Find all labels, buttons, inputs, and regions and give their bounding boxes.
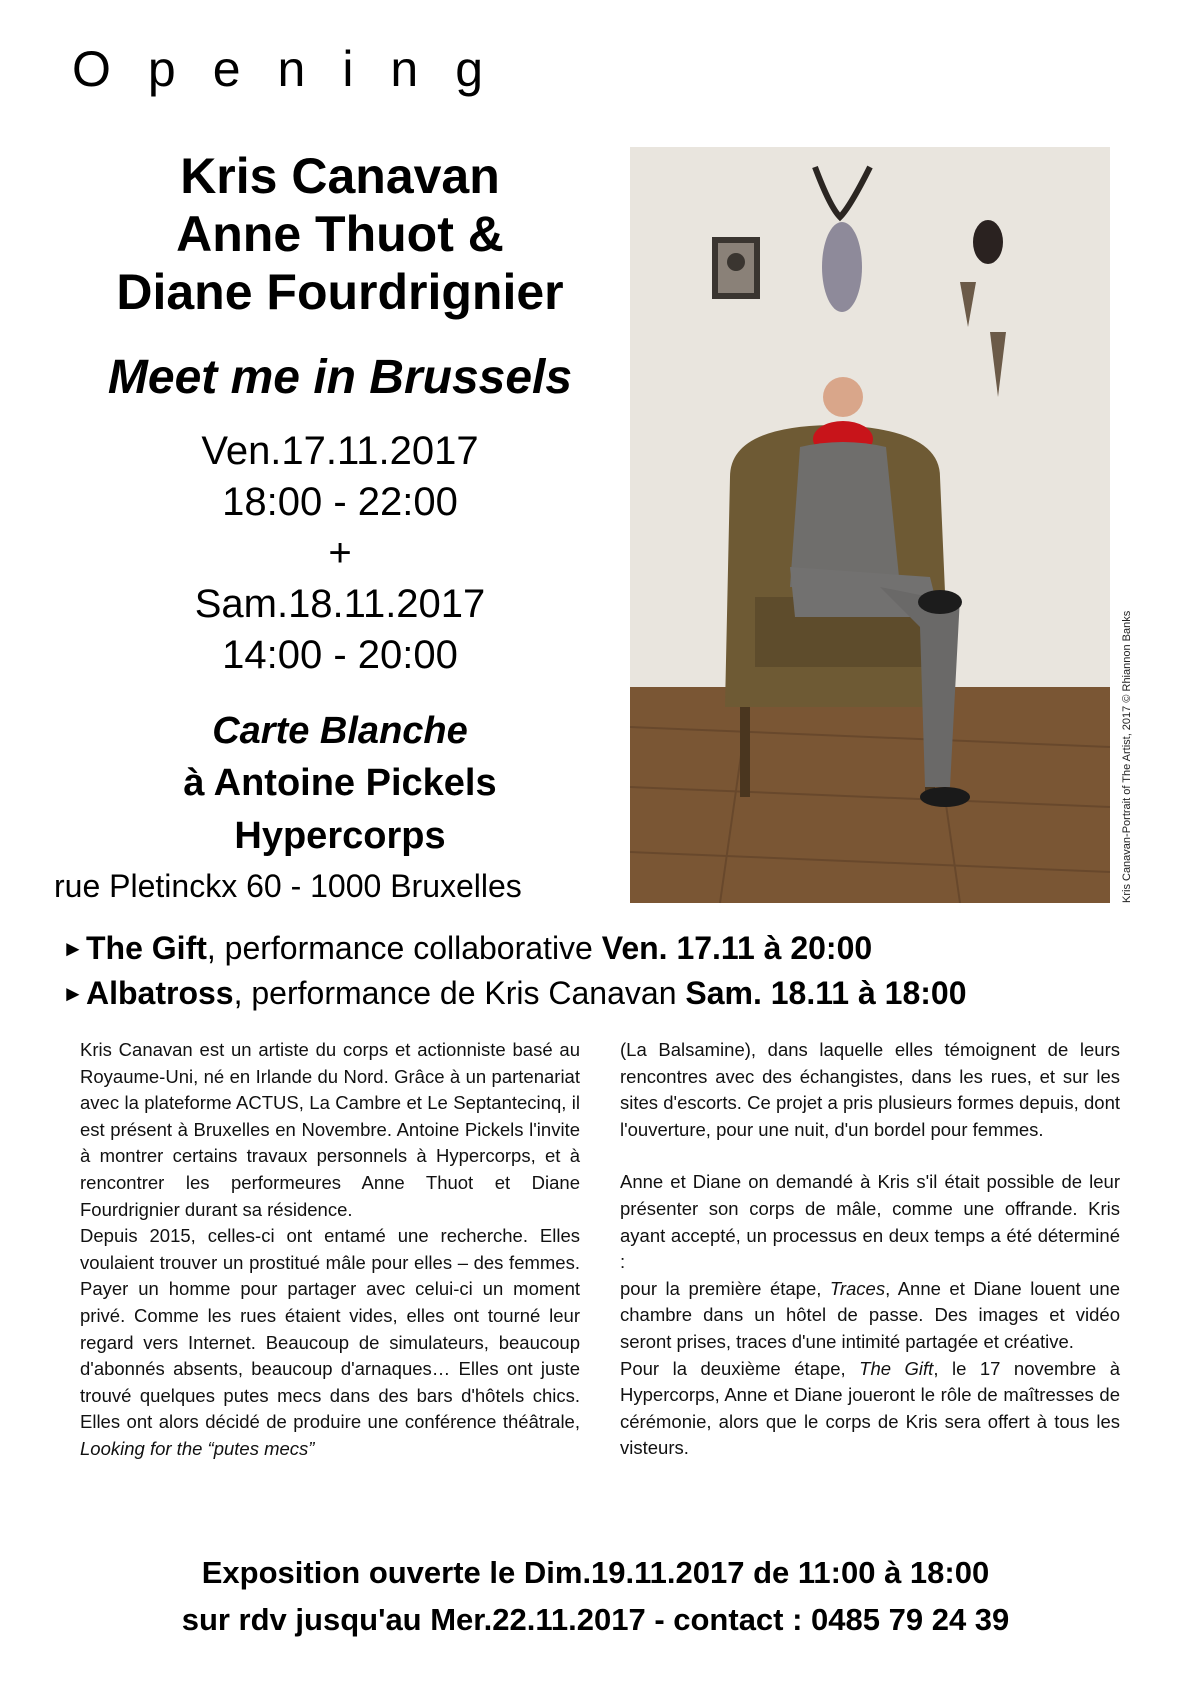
performance-when: Ven. 17.11 à 20:00 bbox=[601, 930, 873, 966]
time-line: 14:00 - 20:00 bbox=[222, 633, 458, 677]
performance-desc: , performance collaborative bbox=[206, 930, 602, 966]
body-paragraph bbox=[620, 1356, 1120, 1462]
artist-name: Anne Thuot & bbox=[176, 206, 504, 262]
photo-credit: Kris Canavan-Portrait of The Artist, 2017 © Rhiannon Banks bbox=[1121, 610, 1133, 903]
body-paragraph bbox=[620, 1276, 1120, 1356]
performance-item bbox=[62, 930, 872, 967]
triangle-bullet-icon: ► bbox=[62, 936, 84, 961]
triangle-bullet-icon: ► bbox=[62, 981, 84, 1006]
performance-desc: , performance de Kris Canavan bbox=[233, 975, 686, 1011]
opening-heading: Opening bbox=[72, 41, 521, 97]
venue-address: rue Pletinckx 60 - 1000 Bruxelles bbox=[54, 868, 522, 904]
carte-blanche-curator: à Antoine Pickels bbox=[183, 762, 497, 804]
footer-exhibition-hours: Exposition ouverte le Dim.19.11.2017 de 11:00 à 18:00 bbox=[201, 1555, 990, 1590]
performance-item bbox=[62, 975, 966, 1012]
body-paragraph: (La Balsamine), dans laquelle elles témoignent de leurs rencontres avec des échangistes, dans les rues, et sur les sites d'escorts. Ce projet a pris plusieurs formes depuis, dont l'ouverture, pour une nuit, d'un bordel pour femmes. bbox=[620, 1039, 1120, 1140]
time-line: 18:00 - 22:00 bbox=[222, 480, 458, 524]
body-paragraph bbox=[80, 1223, 580, 1462]
artist-names bbox=[40, 147, 640, 321]
event-dates bbox=[40, 426, 640, 681]
carte-blanche-label: Carte Blanche bbox=[212, 710, 468, 752]
performance-name: The Gift bbox=[86, 930, 207, 966]
footer-contact: sur rdv jusqu'au Mer.22.11.2017 - contact : 0485 79 24 39 bbox=[181, 1602, 1010, 1637]
carte-blanche bbox=[40, 705, 640, 809]
exhibition-title: Meet me in Brussels bbox=[107, 351, 573, 404]
portrait-illustration bbox=[630, 147, 1110, 903]
body-italic: The Gift bbox=[859, 1357, 934, 1379]
artist-name: Kris Canavan bbox=[180, 148, 500, 204]
date-line: Sam.18.11.2017 bbox=[194, 582, 486, 626]
body-text: Depuis 2015, celles-ci ont entamé une recherche. Elles voulaient trouver un prostitué mâle pour elles – des femmes. Payer un homme pour partager avec celui-ci un moment privé. Comme les rues étaient vides, elles ont tourné leur regard vers Internet. Beaucoup de simulateurs, beaucoup d'abonnés absents, beaucoup d'arnaques… Elles ont juste trouvé quelques putes mecs dans des bars d'hôtels chics. Elles ont alors décidé de produire une conférence théâtrale, bbox=[80, 1225, 580, 1433]
body-text: pour la première étape, bbox=[620, 1277, 830, 1299]
date-line: Ven.17.11.2017 bbox=[201, 429, 479, 473]
body-italic: Traces bbox=[829, 1277, 886, 1299]
venue-name: Hypercorps bbox=[234, 815, 446, 857]
body-column-left bbox=[80, 1037, 580, 1463]
plus-sign: + bbox=[328, 531, 352, 575]
artist-name: Diane Fourdrignier bbox=[116, 264, 564, 320]
performance-when: Sam. 18.11 à 18:00 bbox=[685, 975, 967, 1011]
performance-name: Albatross bbox=[86, 975, 234, 1011]
body-italic: Looking for the “putes mecs” bbox=[80, 1437, 315, 1459]
body-text: , Anne et Diane louent une chambre dans un hôtel de passe. Des images et vidéo seront prises, traces d'une intimité partagée et créative. bbox=[620, 1277, 1120, 1352]
body-paragraph: Anne et Diane on demandé à Kris s'il était possible de leur présenter son corps de mâle, comme une offrande. Kris ayant accepté, un processus en deux temps a été déterminé : bbox=[620, 1171, 1120, 1273]
artist-portrait-photo bbox=[630, 147, 1110, 903]
body-text: , le 17 novembre à Hypercorps, Anne et Diane joueront le rôle de maîtresses de cérémonie, alors que le corps de Kris sera offert à tous les visteurs. bbox=[620, 1357, 1120, 1459]
body-column-right bbox=[620, 1037, 1120, 1462]
body-paragraph: Kris Canavan est un artiste du corps et actionniste basé au Royaume-Uni, né en Irlande du Nord. Grâce à un partenariat avec la plateforme ACTUS, La Cambre et Le Septantecinq, il est présent à Bruxelles en Novembre. Antoine Pickels l'invite à montrer certains travaux personnels à Hypercorps, et à rencontrer les performeures Anne Thuot et Diane Fourdrignier durant sa résidence. bbox=[80, 1039, 580, 1220]
body-text: Pour la deuxième étape, bbox=[620, 1357, 860, 1379]
